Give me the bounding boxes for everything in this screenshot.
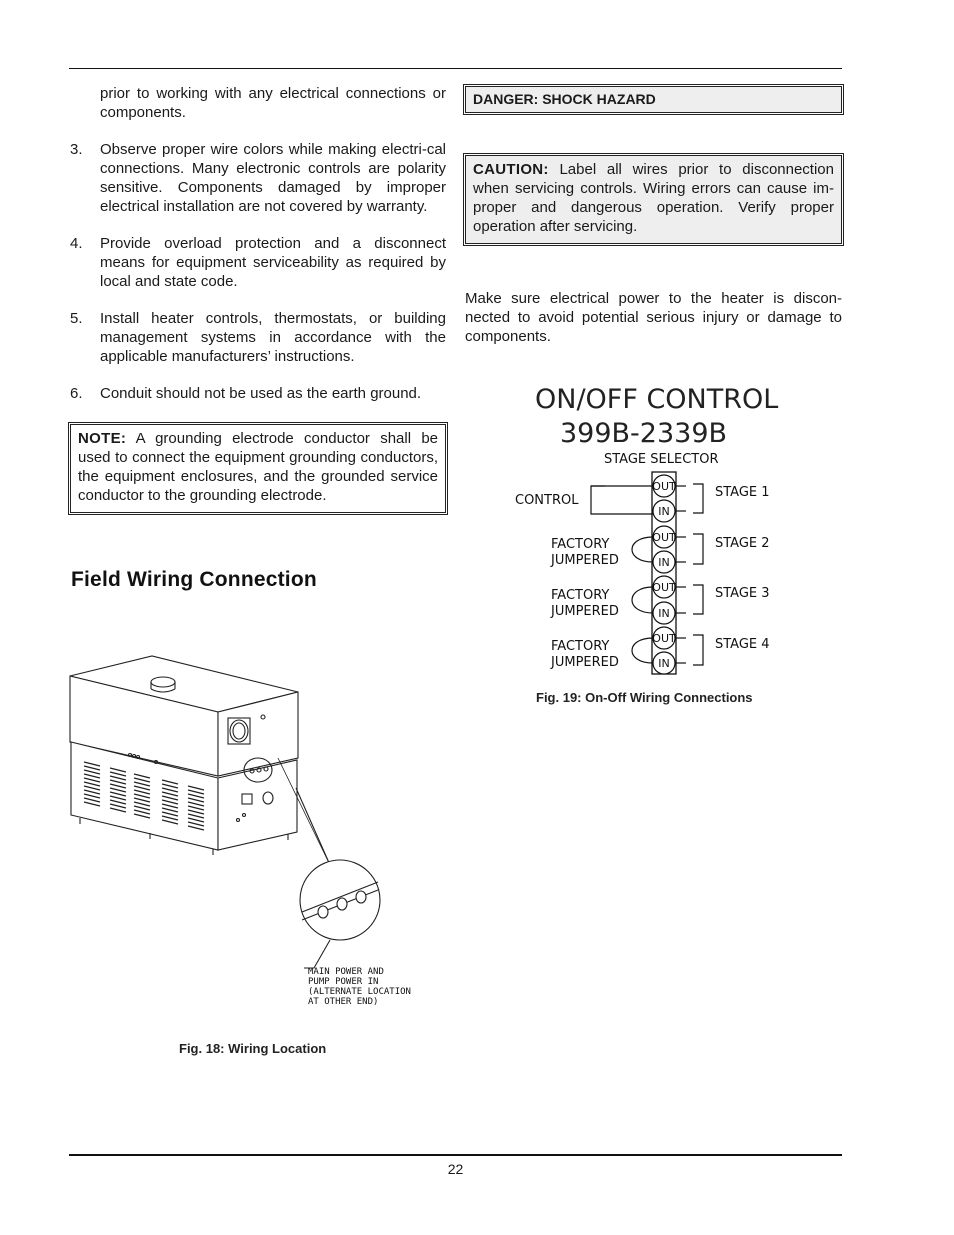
terminal-in-1: IN [658, 505, 670, 518]
terminal-out-2: OUT [652, 531, 676, 544]
heater-illustration [68, 650, 458, 1020]
list-item [70, 384, 446, 403]
jumper-label-3b: JUMPERED [551, 655, 619, 670]
list-number: 3. [70, 141, 83, 158]
callout-line-4: AT OTHER END) [308, 997, 379, 1007]
list-text: Install heater controls, thermostats, or building management systems in accordance with the applicable manufacturers’ instructions. [100, 310, 446, 365]
jumper-label-1a: FACTORY [551, 537, 610, 552]
stage-4-label: STAGE 4 [715, 637, 770, 652]
list-number: 5. [70, 310, 83, 327]
note-text: A grounding electrode conductor shall be used to connect the equipment grounding conductors, the equipment enclosures, and the grounded service conductor to the grounding electrode. [78, 430, 438, 504]
callout-line-2: PUMP POWER IN [308, 977, 379, 987]
section-heading: Field Wiring Connection [71, 568, 317, 591]
list-item [70, 309, 446, 366]
note-box [70, 424, 446, 513]
terminal-out-4: OUT [652, 632, 676, 645]
diagram-title-2: 399B-2339B [560, 418, 728, 449]
stage-selector-label: STAGE SELECTOR [604, 452, 719, 467]
list-text: Provide overload protection and a disconnect means for equipment serviceability as required by local and state code. [100, 235, 446, 290]
diagram-title-1: ON/OFF CONTROL [535, 384, 779, 415]
jumper-label-2a: FACTORY [551, 588, 610, 603]
terminal-out-3: OUT [652, 581, 676, 594]
terminal-in-4: IN [658, 657, 670, 670]
jumper-label-1b: JUMPERED [551, 553, 619, 568]
footer-rule [69, 1154, 842, 1156]
stage-3-label: STAGE 3 [715, 586, 770, 601]
note-label: NOTE: [78, 430, 127, 447]
list-number: 6. [70, 385, 83, 402]
list-item [70, 140, 446, 216]
caution-text: Label all wires prior to disconnection when servicing controls. Wiring errors can cause im-proper and dangerous operation. Verify proper operation after servicing. [473, 161, 834, 235]
terminal-in-2: IN [658, 556, 670, 569]
warning-paragraph: Make sure electrical power to the heater is discon-nected to avoid potential serious injury or damage to components. [465, 290, 842, 345]
fig18-caption: Fig. 18: Wiring Location [179, 1041, 327, 1056]
left-column [70, 84, 446, 513]
stage-2-label: STAGE 2 [715, 536, 770, 551]
stage-1-label: STAGE 1 [715, 485, 770, 500]
jumper-label-2b: JUMPERED [551, 604, 619, 619]
list-number: 4. [70, 235, 83, 252]
jumper-label-3a: FACTORY [551, 639, 610, 654]
danger-box: DANGER: SHOCK HAZARD [465, 86, 842, 113]
fig19-caption: Fig. 19: On-Off Wiring Connections [536, 690, 753, 705]
right-column [465, 86, 842, 346]
callout-line-1: MAIN POWER AND [308, 967, 384, 977]
callout-line-3: (ALTERNATE LOCATION [308, 987, 411, 997]
caution-box [465, 155, 842, 244]
control-label: CONTROL [515, 493, 579, 508]
list-item [70, 234, 446, 291]
list-text: Observe proper wire colors while making electri-cal connections. Many electronic controls are polarity sensitive. Components damaged by improper electrical installation are not covered by warranty. [100, 141, 446, 215]
terminal-in-3: IN [658, 607, 670, 620]
continuation-text: prior to working with any electrical connections or components. [100, 85, 446, 121]
wiring-diagram [505, 380, 805, 680]
page-number: 22 [447, 1161, 464, 1177]
terminal-out-1: OUT [652, 480, 676, 493]
caution-label: CAUTION: [473, 161, 549, 178]
header-rule [69, 68, 842, 69]
list-text: Conduit should not be used as the earth ground. [100, 385, 422, 402]
